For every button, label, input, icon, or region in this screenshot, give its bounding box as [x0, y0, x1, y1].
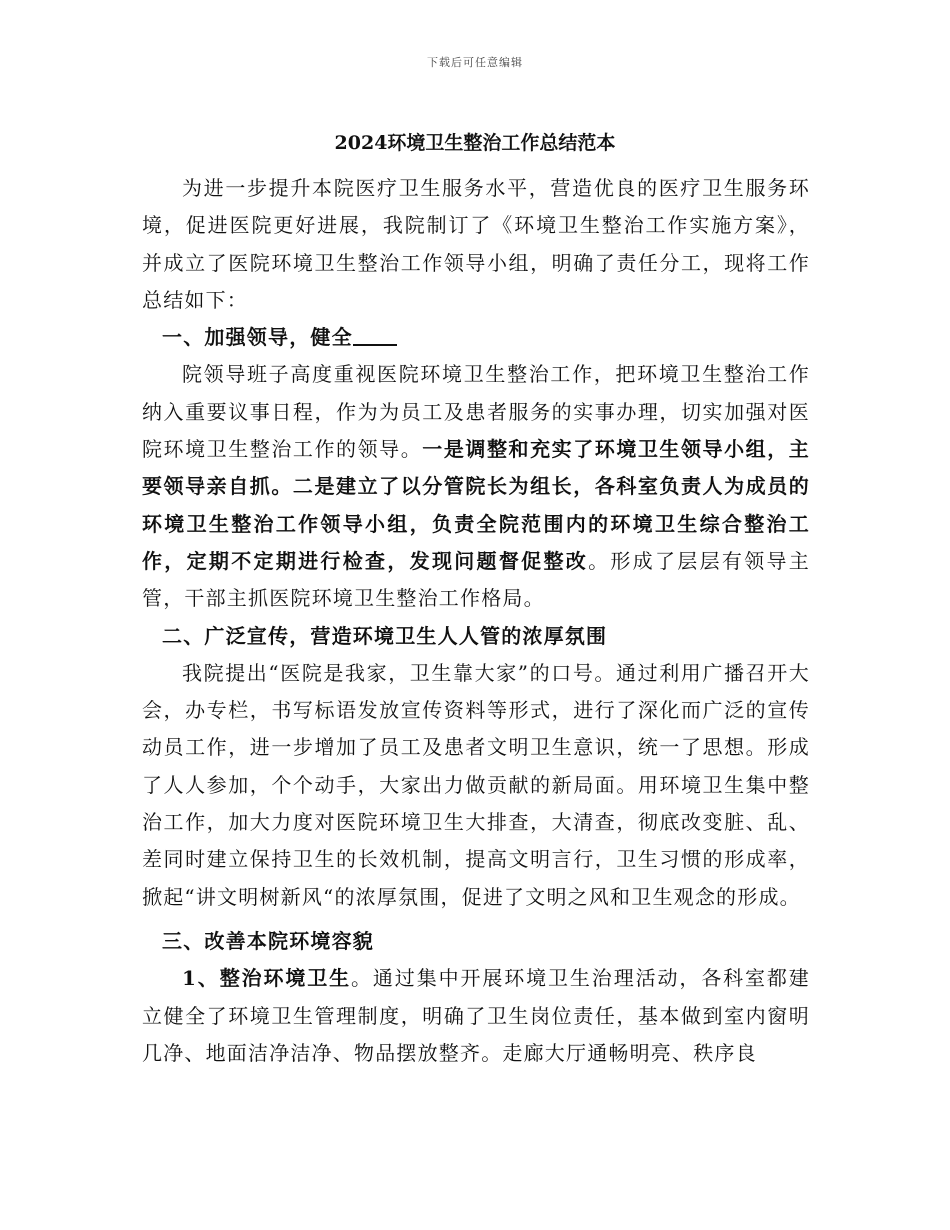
section-1-heading: [142, 319, 810, 356]
section-3-item-1-lead: 1、整治环境卫生: [182, 966, 352, 991]
section-1-text-end: 。形成了层层有领导主管，干部主抓医院环境卫生整治工作格局。: [142, 548, 811, 611]
header-note: 下载后可任意编辑: [427, 56, 523, 69]
document-title: 2024环境卫生整治工作总结范本: [334, 132, 616, 154]
section-1-text-start: 院领导班子高度重视医院环境卫生整治工作，把环境卫生整治工作纳入重要议事日程，作为为员工及患者服务的实事办理，切实加强对医院环境卫生整治工作的领导。: [142, 362, 810, 462]
section-3-item-1-text: 。通过集中开展环境卫生治理活动，各科室都建立健全了环境卫生管理制度，明确了卫生岗位责任，基本做到室内窗明几净、地面洁净洁净、物品摆放整齐。走廊大厅通畅明亮、秩序良: [142, 966, 810, 1065]
blank-underline: [353, 343, 397, 346]
section-1-heading-text: 一、加强领导，健全: [162, 325, 353, 350]
document-body: [142, 170, 810, 1072]
section-1-paragraph: [142, 356, 810, 617]
section-2-paragraph: 我院提出“医院是我家，卫生靠大家”的口号。通过利用广播召开大会，办专栏，书写标语发放宣传资料等形式，进行了深化而广泛的宣传动员工作，进一步增加了员工及患者文明卫生意识，统一了思想。形成了人人参加，个个动手，大家出力做贡献的新局面。用环境卫生集中整治工作，加大力度对医院环境卫生大排查，大清查，彻底改变脏、乱、差同时建立保持卫生的长效机制，提高文明言行，卫生习惯的形成率，掀起“讲文明树新风“的浓厚氛围，促进了文明之风和卫生观念的形成。: [142, 660, 810, 909]
section-3-heading: 三、改善本院环境容貌: [162, 928, 374, 953]
section-2-heading: 二、广泛宣传，营造环境卫生人人管的浓厚氛围: [162, 623, 608, 648]
intro-paragraph: 为进一步提升本院医疗卫生服务水平，营造优良的医疗卫生服务环境，促进医院更好进展，我院制订了《环境卫生整治工作实施方案》，并成立了医院环境卫生整治工作领导小组，明确了责任分工，现将工作总结如下：: [142, 176, 810, 312]
section-1-text-bold: 一是调整和充实了环境卫生领导小组，主要领导亲自抓。二是建立了以分管院长为组长，各科室负责人为成员的环境卫生整治工作领导小组，负责全院范围内的环境卫生综合整治工作，定期不定期进行检查，发现问题督促整改: [142, 437, 810, 573]
section-3-item-1: [142, 960, 810, 1072]
